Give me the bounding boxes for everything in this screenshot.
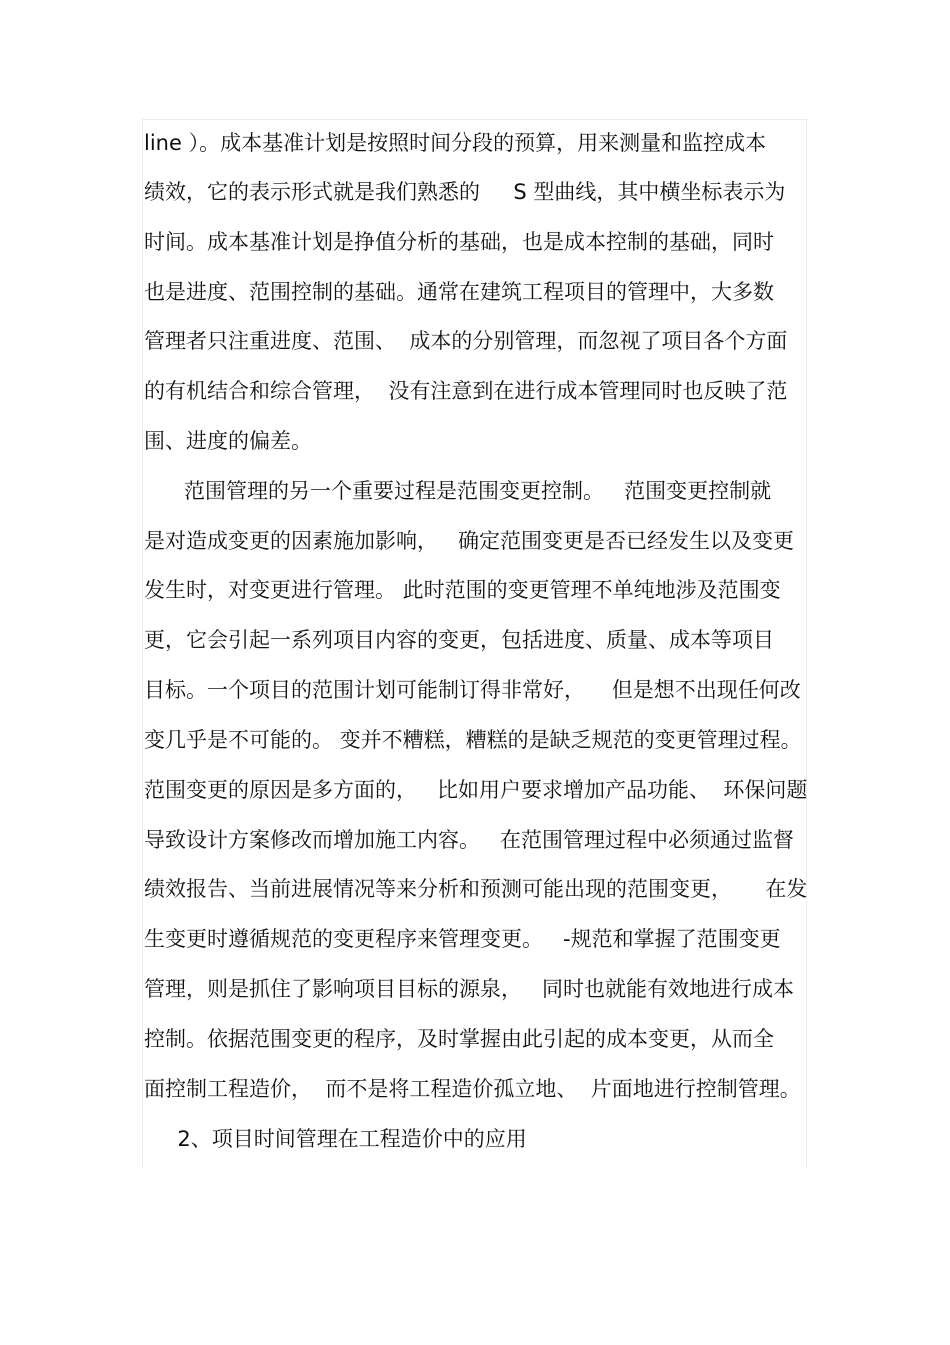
text-line: 更，它会引起一系列项目内容的变更，包括进度、质量、成本等项目 xyxy=(144,628,774,652)
section-heading: 2、项目时间管理在工程造价中的应用 xyxy=(144,1127,527,1151)
text-line: 的有机结合和综合管理， 没有注意到在进行成本管理同时也反映了范 xyxy=(144,379,788,403)
text-line: 目标。一个项目的范围计划可能制订得非常好， 但是想不出现任何改 xyxy=(144,678,801,702)
text-line: 变几乎是不可能的。 变并不糟糕，糟糕的是缺乏规范的变更管理过程。 xyxy=(144,728,802,752)
text-line: 范围管理的另一个重要过程是范围变更控制。 范围变更控制就 xyxy=(144,479,772,503)
text-line: 导致设计方案修改而增加施工内容。 在范围管理过程中必须通过监督 xyxy=(144,828,795,852)
text-line: 面控制工程造价， 而不是将工程造价孤立地、 片面地进行控制管理。 xyxy=(144,1077,801,1101)
text-line: 发生时，对变更进行管理。 此时范围的变更管理不单纯地涉及范围变 xyxy=(144,578,781,602)
text-line: 管理，则是抓住了影响项目目标的源泉， 同时也就能有效地进行成本 xyxy=(144,977,795,1001)
text-line: 也是进度、范围控制的基础。通常在建筑工程项目的管理中，大多数 xyxy=(144,280,774,304)
text-line: 时间。成本基准计划是挣值分析的基础，也是成本控制的基础，同时 xyxy=(144,230,774,254)
text-line: 围、进度的偏差。 xyxy=(144,429,312,453)
text-line: 是对造成变更的因素施加影响， 确定范围变更是否已经发生以及变更 xyxy=(144,529,795,553)
text-line: 管理者只注重进度、范围、 成本的分别管理，而忽视了项目各个方面 xyxy=(144,329,788,353)
text-line: line ）。成本基准计划是按照时间分段的预算，用来测量和监控成本 xyxy=(144,131,767,155)
text-line: 控制。依据范围变更的程序，及时掌握由此引起的成本变更，从而全 xyxy=(144,1027,774,1051)
text-line: 生变更时遵循规范的变更程序来管理变更。 -规范和掌握了范围变更 xyxy=(144,927,781,951)
text-line: 绩效报告、当前进展情况等来分析和预测可能出现的范围变更， 在发 xyxy=(144,877,808,901)
text-line: 绩效，它的表示形式就是我们熟悉的 S 型曲线，其中横坐标表示为 xyxy=(144,180,786,204)
text-line: 范围变更的原因是多方面的， 比如用户要求增加产品功能、 环保问题 xyxy=(144,778,808,802)
